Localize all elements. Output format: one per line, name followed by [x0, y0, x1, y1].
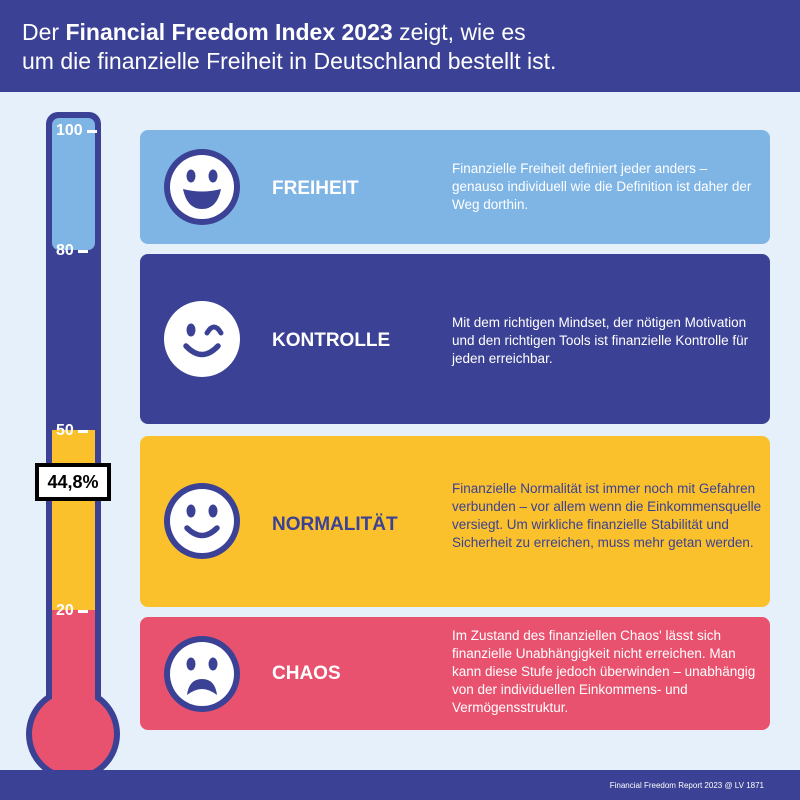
thermometer-graphic [0, 0, 140, 780]
wink-face-icon [162, 299, 242, 379]
level-description-chaos: Im Zustand des finanziellen Chaos' lässt sich finanzielle Unabhängigkeit nicht erreichen. Man kann diese Stufe jedoch überwinden – unabhängig von der individuellen Einkommens- und Vermögensstruktur. [452, 628, 756, 715]
level-card-normalitaet [140, 436, 770, 607]
tick-80: 80 [56, 243, 88, 259]
level-label-normalitaet: NORMALITÄT [272, 514, 398, 535]
tick-100: 100 [56, 123, 97, 139]
sad-face-icon [162, 634, 242, 714]
current-value-marker: 44,8% [35, 463, 111, 501]
level-label-freiheit: FREIHEIT [272, 178, 359, 199]
level-description-normalitaet: Finanzielle Normalität ist immer noch mit Gefahren verbunden – vor allem wenn die Einkommensquelle versiegt. Um wirkliche finanzielle Stabilität und Sicherheit zu erreichen, muss mehr getan werden. [452, 481, 762, 550]
level-description-kontrolle: Mit dem richtigen Mindset, der nötigen Motivation und den richtigen Tools ist finanzielle Kontrolle für jeden erreichbar. [452, 315, 749, 366]
thermometer-bulb [32, 693, 114, 775]
header-title-line-1: Der Financial Freedom Index 2023 zeigt, wie es [22, 19, 526, 45]
footer-bar [0, 770, 800, 800]
level-card-kontrolle [140, 254, 770, 424]
big-smile-face-icon [162, 147, 242, 227]
header-title-bold: Financial Freedom Index 2023 [65, 19, 393, 45]
header-title-line-2: um die finanzielle Freiheit in Deutschland bestellt ist. [22, 48, 557, 74]
level-label-kontrolle: KONTROLLE [272, 330, 391, 351]
level-label-chaos: CHAOS [272, 663, 341, 684]
level-card-freiheit [140, 130, 770, 244]
thermometer-segment-normalitaet [52, 430, 95, 610]
tick-50: 50 [56, 423, 88, 439]
level-description-freiheit: Finanzielle Freiheit definiert jeder anders – genauso individuell wie die Definition ist daher der Weg dorthin. [452, 161, 752, 212]
footer-credit: Financial Freedom Report 2023 @ LV 1871 [609, 781, 764, 790]
level-card-chaos [140, 617, 770, 730]
smile-face-icon [162, 481, 242, 561]
tick-20: 20 [56, 603, 88, 619]
